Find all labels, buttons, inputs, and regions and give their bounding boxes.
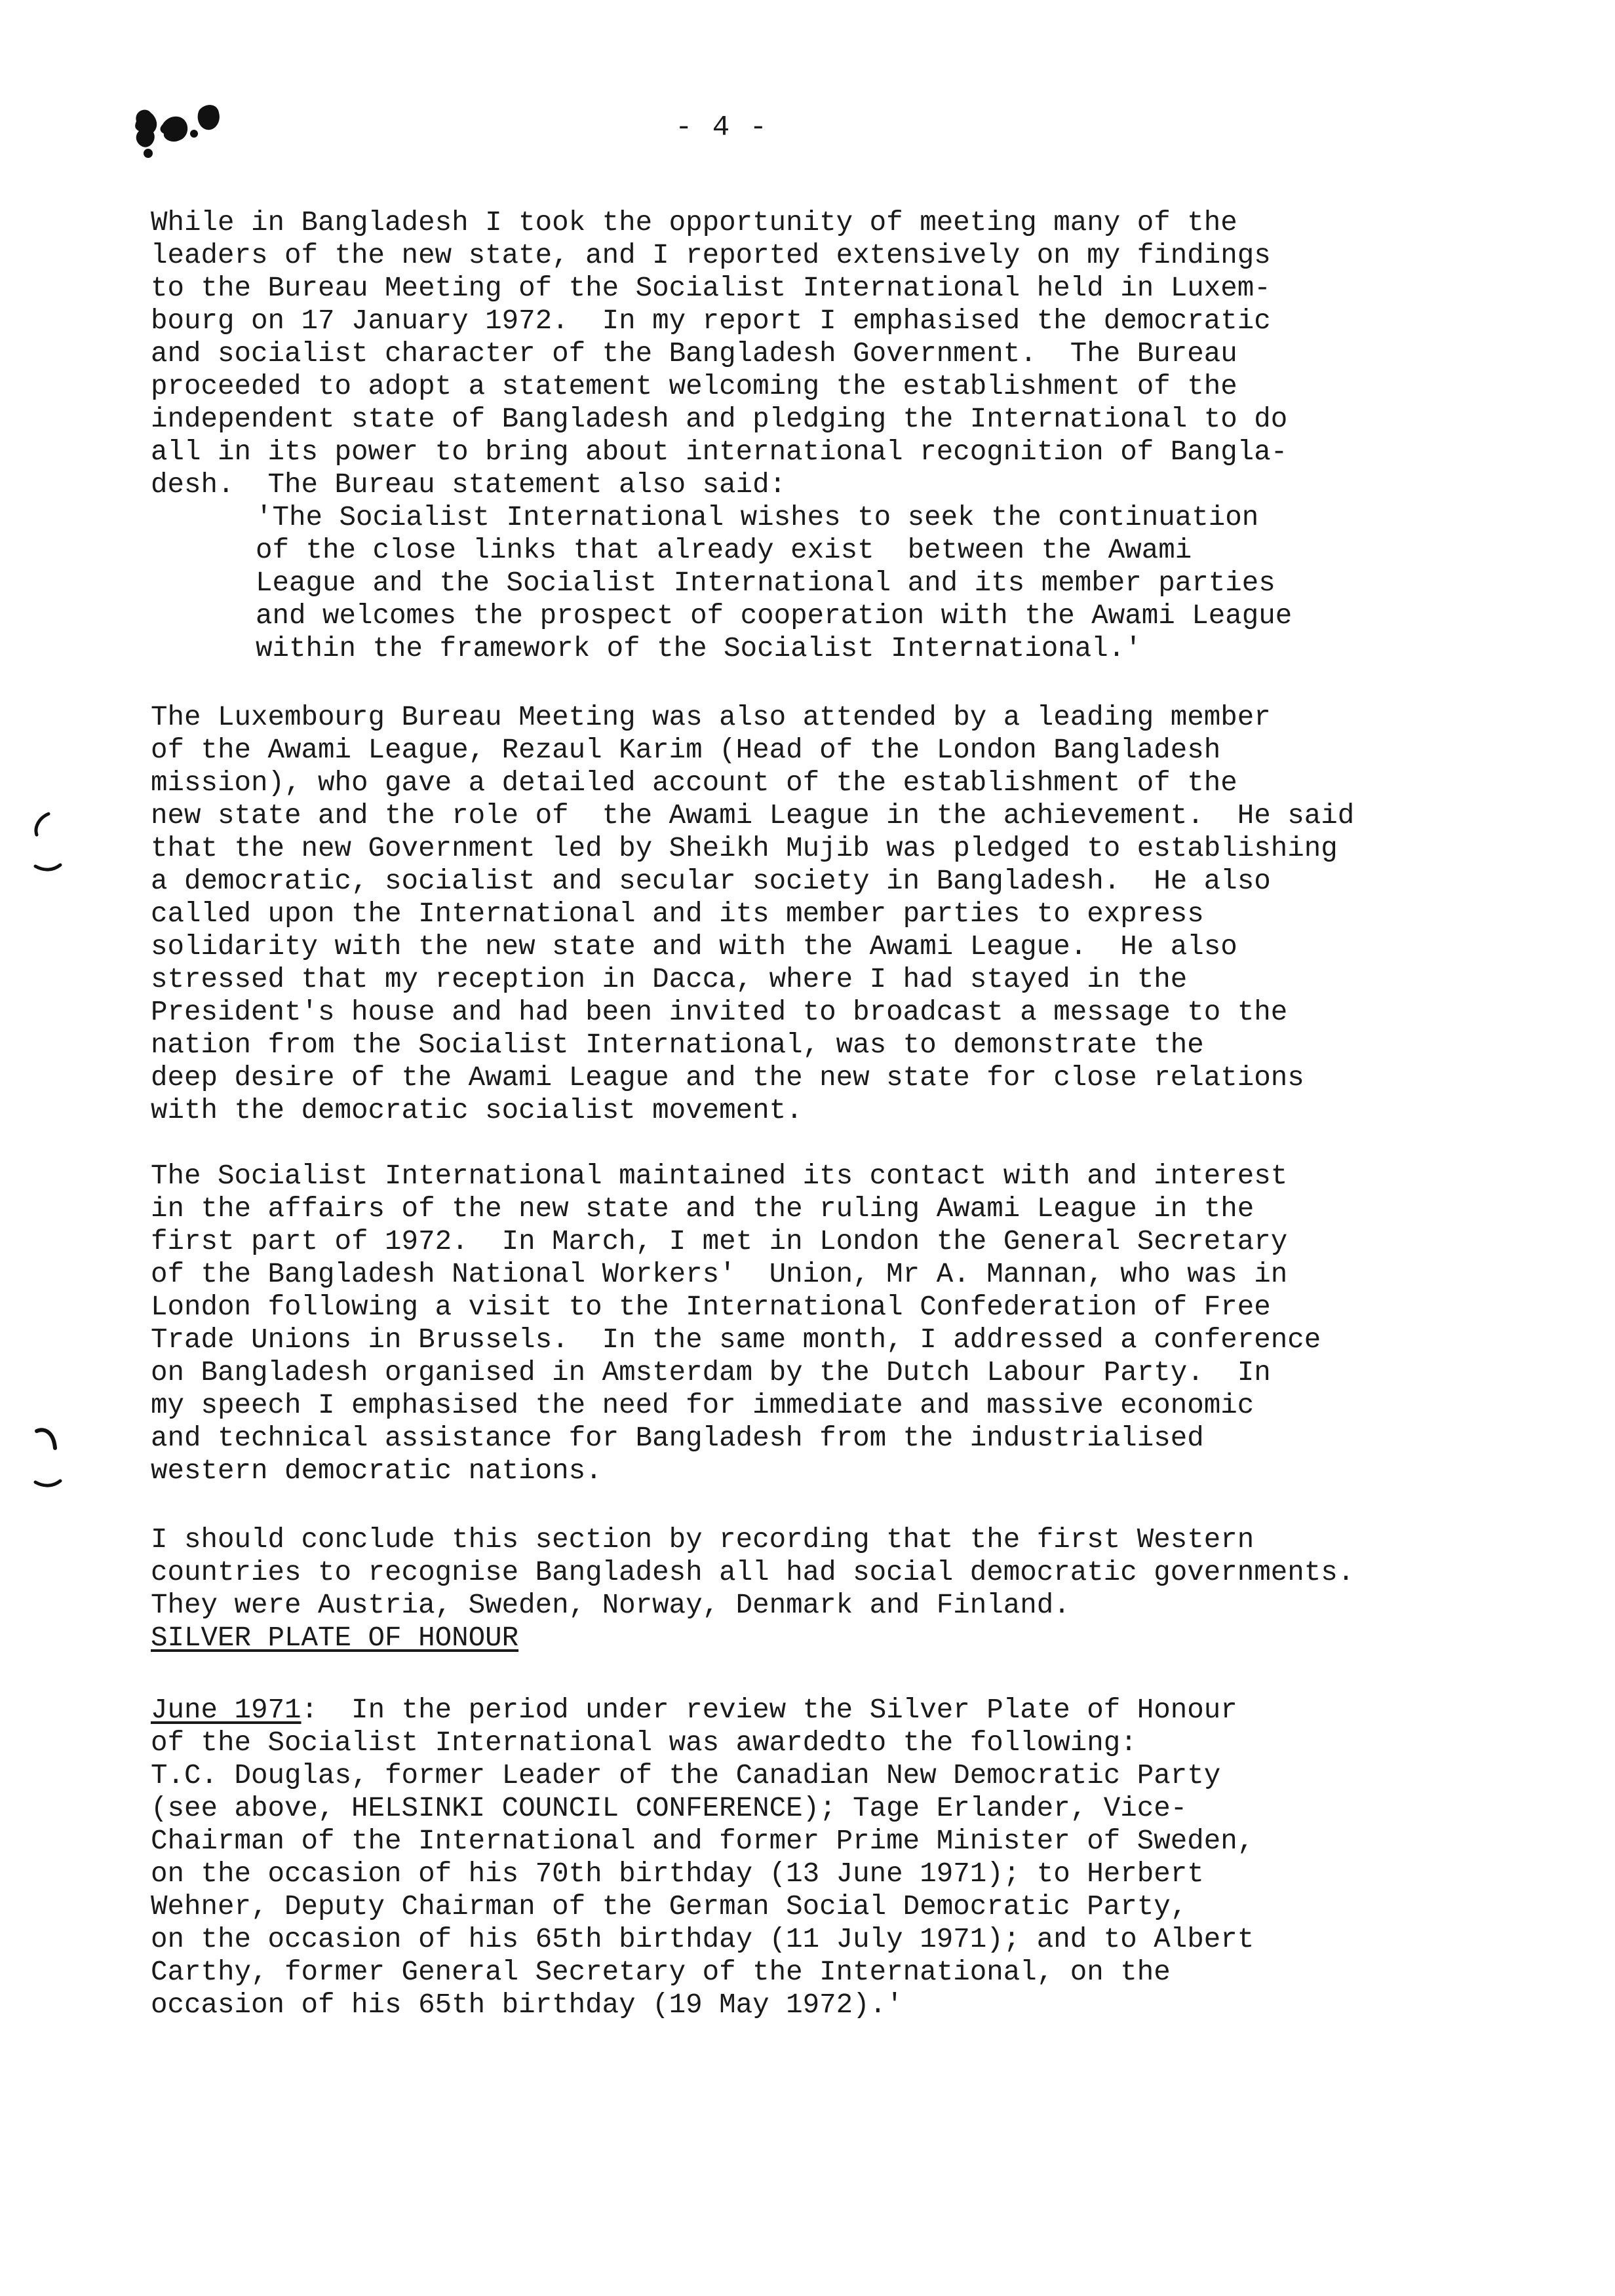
paragraph-contact-1972: The Socialist International maintained its contact with and interest in the affairs of the new state and the ruling Awami League in the first part of 1972. In March, I met in London the General Secretary of the Bangladesh National Workers' Union, Mr A. Mannan, who was in London following a visit to the International Confederation of Free Trade Unions in Brussels. In the same month, I addressed a conference on Bangladesh organised in Amsterdam by the Dutch Labour Party. In my speech I emphasised the need for immediate and massive economic and technical assistance for Bangladesh from the industrialised western democratic nations. [151, 1160, 1321, 1487]
silver-plate-recipients: of the Socialist International was awardedto the following: T.C. Douglas, former Leader of the Canadian New Democratic Party (see above, HELSINKI COUNCIL CONFERENCE); Tage Erlander, Vice- Chairman of the International and former Prime Minister of Sweden, on the occasion of his 70th birthday (13 June 1971); to Herbert Wehner, Deputy Chairman of the German Social Democratic Party, on the occasion of his 65th birthday (11 July 1971); and to Albert Carthy, former General Secretary of the International, on the occasion of his 65th birthday (19 May 1972).' [151, 1727, 1255, 2021]
margin-bracket-mark [25, 1422, 64, 1494]
date-label: June 1971 [151, 1694, 302, 1726]
silver-plate-first-line [151, 1694, 1534, 1727]
margin-bracket-mark [25, 806, 64, 878]
ink-blot-mark [131, 98, 262, 164]
section-heading: SILVER PLATE OF HONOUR [151, 1622, 519, 1654]
paragraph-recognition: I should conclude this section by recording that the first Western countries to recognise Bangladesh all had social democratic governments. They were Austria, Sweden, Norway, Denmark and Finland. [151, 1524, 1355, 1621]
page-number: - 4 - [675, 111, 769, 144]
paragraph-luxembourg-meeting: The Luxembourg Bureau Meeting was also attended by a leading member of the Awami League, Rezaul Karim (Head of the London Bangladesh mission), who gave a detailed account of the establishment of the new state and the role of the Awami League in the achievement. He said that the new Government led by Sheikh Mujib was pledged to establishing a democratic, socialist and secular society in Bangladesh. He also called upon the International and its member parties to express solidarity with the new state and with the Awami League. He also stressed that my reception in Dacca, where I had stayed in the President's house and had been invited to broadcast a message to the nation from the Socialist International, was to demonstrate the deep desire of the Awami League and the new state for close relations with the democratic socialist movement. [151, 702, 1355, 1126]
paragraph-bangladesh-findings: While in Bangladesh I took the opportunity of meeting many of the leaders of the new state, and I reported extensively on my findings to the Bureau Meeting of the Socialist International held in Luxem- bourg on 17 January 1972. In my report I emphasised the democratic and socialist character of the Bangladesh Government. The Bureau proceeded to adopt a statement welcoming the establishment of the independent state of Bangladesh and pledging the International to do all in its power to bring about international recognition of Bangla- desh. The Bureau statement also said: [151, 207, 1288, 501]
first-line-text: : In the period under review the Silver Plate of Honour [301, 1694, 1237, 1726]
quoted-bureau-statement: 'The Socialist International wishes to seek the continuation of the close links that already exist between the Awami League and the Socialist International and its member parties and welcomes the prospect of cooperation with the Awami League within the framework of the Socialist International.' [256, 502, 1293, 664]
